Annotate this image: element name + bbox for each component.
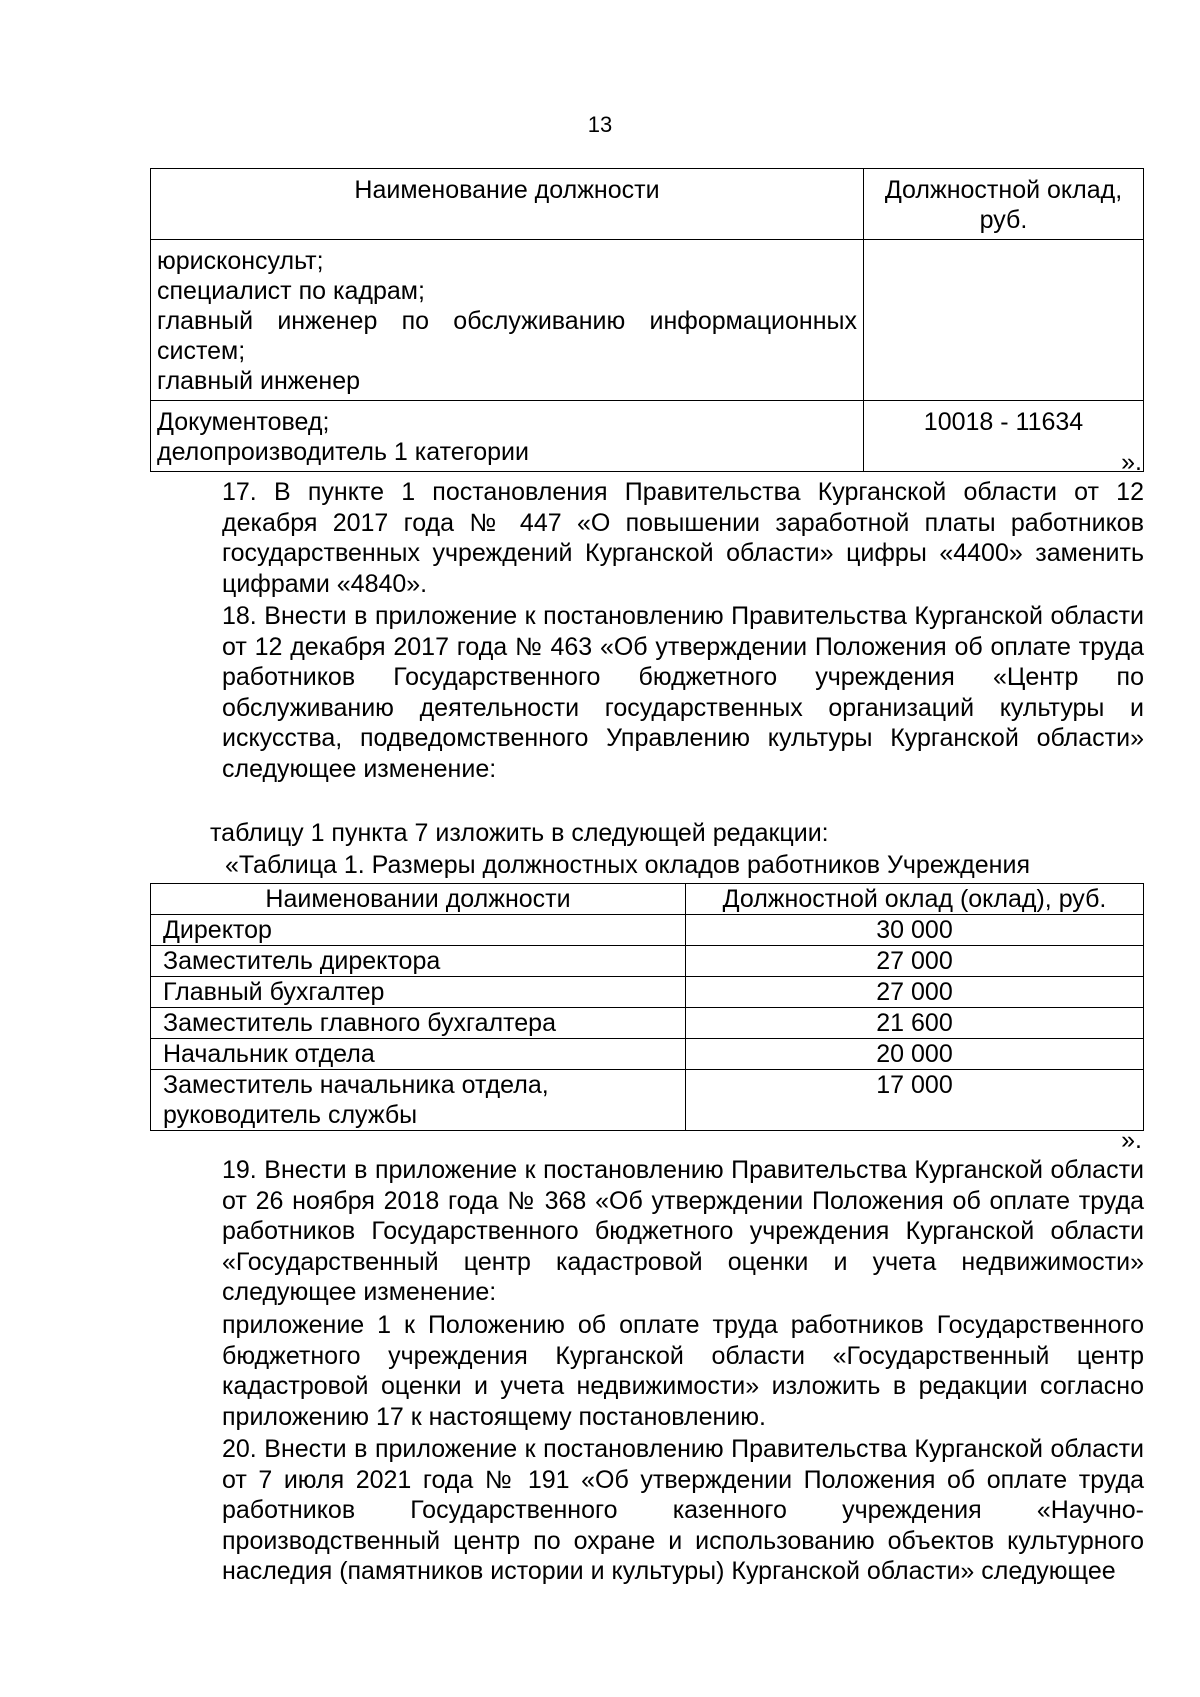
header-position: Наименовании должности — [151, 884, 686, 915]
item-19-sub — [152, 1310, 1144, 1432]
position-line: специалист по кадрам; — [157, 277, 425, 305]
table-row — [151, 240, 1144, 401]
item-18 — [152, 601, 1144, 784]
position-line: главный инженер по обслуживанию информационных — [157, 307, 857, 335]
item-20 — [152, 1434, 1144, 1587]
table-row — [151, 977, 1144, 1008]
position-cell — [151, 1070, 686, 1131]
table-header-row — [151, 169, 1144, 240]
item-19 — [152, 1155, 1144, 1308]
item-18-text: 18. Внести в приложение к постановлению Правительства Курганской области от 12 декабря 2017 года № 463 «Об утверждении Положения об оплате труда работников Государственного бюджетного учреждения «Центр по обслуживанию деятельности государственных организаций культуры и искусства, подведомственного Управлению культуры Курганской области» следующее изменение: — [222, 602, 1144, 783]
item-19-sub-text: приложение 1 к Положению об оплате труда работников Государственного бюджетного учреждения Курганской области «Государственный центр кадастровой оценки и учета недвижимости» изложить в редакции согласно приложению 17 к настоящему постановлению. — [222, 1311, 1144, 1431]
item-18-instruction: таблицу 1 пункта 7 изложить в следующей редакции: — [210, 819, 829, 847]
item-17-text: 17. В пункте 1 постановления Правительства Курганской области от 12 декабря 2017 года № 447 «О повышении заработной платы работников государственных учреждений Курганской области» цифры «4400» заменить цифрами «4840». — [222, 478, 1144, 598]
position-line: руководитель службы — [163, 1101, 418, 1129]
item-19-text: 19. Внести в приложение к постановлению Правительства Курганской области от 26 ноября 2018 года № 368 «Об утверждении Положения об оплате труда работников Государственного бюджетного учреждения Курганской области «Государственный центр кадастровой оценки и учета недвижимости» следующее изменение: — [222, 1156, 1144, 1306]
position-line: главный инженер — [157, 367, 361, 395]
salary-cell: 21 600 — [686, 1008, 1144, 1039]
table-header-row — [151, 884, 1144, 915]
table-row — [151, 1008, 1144, 1039]
position-cell: Заместитель директора — [151, 946, 686, 977]
position-line: Заместитель начальника отдела, — [163, 1071, 549, 1099]
position-line: делопроизводитель 1 категории — [157, 438, 529, 466]
position-cell: Заместитель главного бухгалтера — [151, 1008, 686, 1039]
salary-table-continued — [150, 168, 1144, 472]
position-line: Документовед; — [157, 408, 330, 436]
header-salary — [864, 169, 1144, 240]
table-caption: «Таблица 1. Размеры должностных окладов работников Учреждения — [225, 851, 1030, 879]
position-line: юрисконсульт; — [157, 247, 324, 275]
salary-cell: 27 000 — [686, 977, 1144, 1008]
salary-cell: 17 000 — [686, 1070, 1144, 1131]
position-cell: Начальник отдела — [151, 1039, 686, 1070]
header-position: Наименование должности — [151, 169, 864, 240]
salary-cell: 27 000 — [686, 946, 1144, 977]
salary-cell: 30 000 — [686, 915, 1144, 946]
item-20-text: 20. Внести в приложение к постановлению Правительства Курганской области от 7 июля 2021 года № 191 «Об утверждении Положения об оплате труда работников Государственного казенного учреждения «Научно-производственный центр по охране и использованию объектов культурного наследия (памятников истории и культуры) Курганской области» следующее — [222, 1435, 1144, 1585]
closing-quote: ». — [1121, 1126, 1142, 1154]
salary-cell — [864, 240, 1144, 401]
header-salary-line-2: руб. — [979, 206, 1028, 234]
salary-cell: 20 000 — [686, 1039, 1144, 1070]
position-cell: Директор — [151, 915, 686, 946]
header-salary: Должностной оклад (оклад), руб. — [686, 884, 1144, 915]
salary-cell: 10018 - 11634 — [864, 401, 1144, 472]
salary-table — [150, 883, 1144, 1131]
table-row — [151, 946, 1144, 977]
table-row — [151, 401, 1144, 472]
table-row — [151, 1039, 1144, 1070]
position-cell — [151, 401, 864, 472]
closing-quote: ». — [1121, 448, 1142, 476]
item-17 — [152, 477, 1144, 599]
position-cell: Главный бухгалтер — [151, 977, 686, 1008]
table-row — [151, 1070, 1144, 1131]
page-number: 13 — [587, 112, 613, 137]
position-line: систем; — [157, 337, 246, 365]
position-cell — [151, 240, 864, 401]
header-salary-line-1: Должностной оклад, — [884, 176, 1123, 204]
table-row — [151, 915, 1144, 946]
